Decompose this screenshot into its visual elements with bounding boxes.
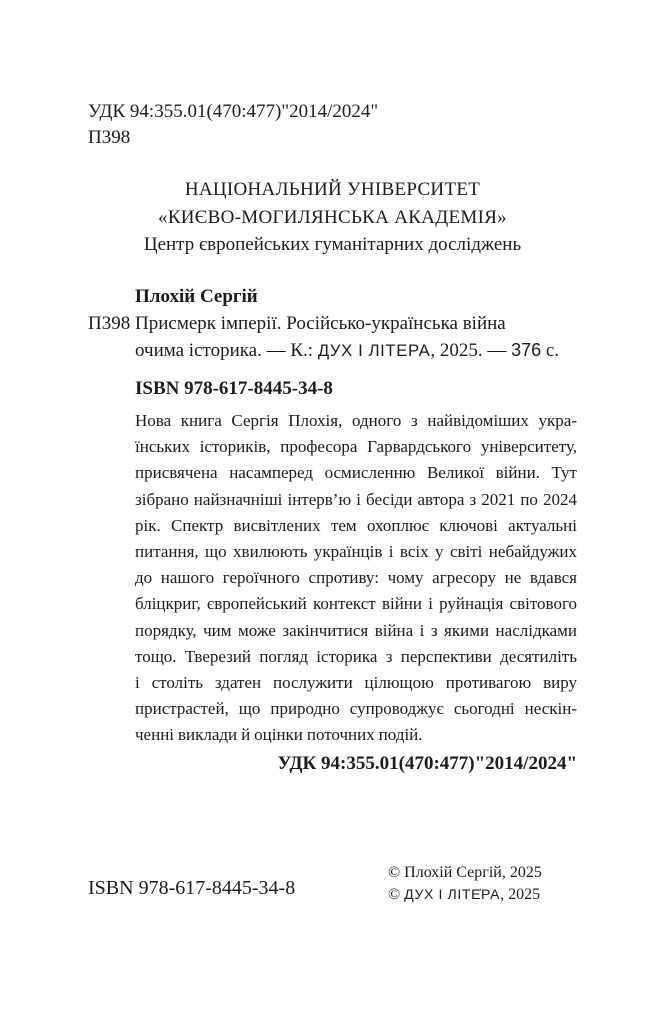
annotation-paragraph — [135, 408, 577, 749]
publisher-name: ДУХ І ЛІТЕРА — [317, 341, 431, 360]
copyright-author-line: © Плохій Сергій, 2025 — [388, 864, 542, 881]
copyright-block — [388, 863, 542, 905]
university-name-line2: «КИЄВО-МОГИЛЯНСЬКА АКАДЕМІЯ» — [158, 206, 507, 228]
annotation-line: присвячена насамперед осмисленню Великої війни. Тут — [135, 463, 577, 483]
imprint-text-mid: , 2025. — — [430, 340, 512, 361]
author-sign-code-top: П398 — [88, 127, 131, 148]
catalogue-imprint-line — [135, 337, 588, 365]
annotation-line: зібрано найзначніші інтерв’ю і бесіди автора з 2021 по 2024 — [135, 489, 577, 509]
imprint-text-pre: очима історика. — К.: — [135, 340, 318, 361]
annotation-line: до нашого героїчного спротиву: чому агресору не вдався — [135, 568, 577, 588]
catalogue-author: Плохій Сергій — [135, 286, 258, 307]
annotation-line: пристрастей, що природно супроводжує сьогодні нескін- — [135, 699, 577, 719]
imprint-text-post: с. — [541, 340, 560, 361]
top-cataloguing-codes — [88, 99, 378, 151]
annotation-line: тощо. Тверезий погляд історика з перспективи десятиліть — [135, 646, 577, 666]
annotation-line: ченні виклади й оцінки поточних подій. — [135, 725, 423, 745]
annotation-line: порядку, чим може закінчитися війна і з якими наслідками — [135, 620, 577, 640]
annotation-line: бліцкриг, європейський контекст війни і руйнація світового — [135, 594, 577, 614]
udk-code-bottom: УДК 94:355.01(470:477)"2014/2024" — [277, 753, 577, 774]
university-name-line1: НАЦІОНАЛЬНИЙ УНІВЕРСИТЕТ — [184, 179, 481, 200]
university-center-line: Центр європейських гуманітарних досліджень — [143, 234, 522, 255]
catalogue-title-line: Присмерк імперії. Російсько-українська війна — [135, 312, 506, 334]
annotation-line: Нова книга Сергія Плохія, одного з найвідоміших укра- — [135, 411, 577, 430]
copyright-symbol: © — [388, 885, 405, 903]
university-heading — [44, 176, 621, 259]
page-count: 376 — [511, 340, 542, 360]
annotation-line: і століть здатен послужити цілющою противагою виру — [135, 673, 577, 693]
annotation-line: питання, що хвилюють українців і всіх у світі небайдужих — [135, 542, 577, 562]
publisher-name-logo: ДУХ І ЛІТЕ̇РА — [404, 885, 501, 902]
copyright-year: , 2025 — [500, 885, 541, 903]
annotation-line: рік. Спектр висвітлених тем охоплює ключові актуальні — [135, 515, 577, 535]
catalogue-author-code: П398 — [88, 312, 131, 334]
catalogue-entry — [88, 284, 588, 402]
annotation-line: їнських істориків, професора Гарвардського університету, — [135, 437, 577, 457]
udk-code-top: УДК 94:355.01(470:477)"2014/2024" — [88, 101, 379, 122]
isbn-catalogue: ISBN 978-617-8445-34-8 — [135, 377, 333, 399]
isbn-footer: ISBN 978-617-8445-34-8 — [88, 877, 296, 899]
catalogue-title-row — [88, 311, 588, 338]
copyright-publisher-line — [388, 884, 542, 906]
